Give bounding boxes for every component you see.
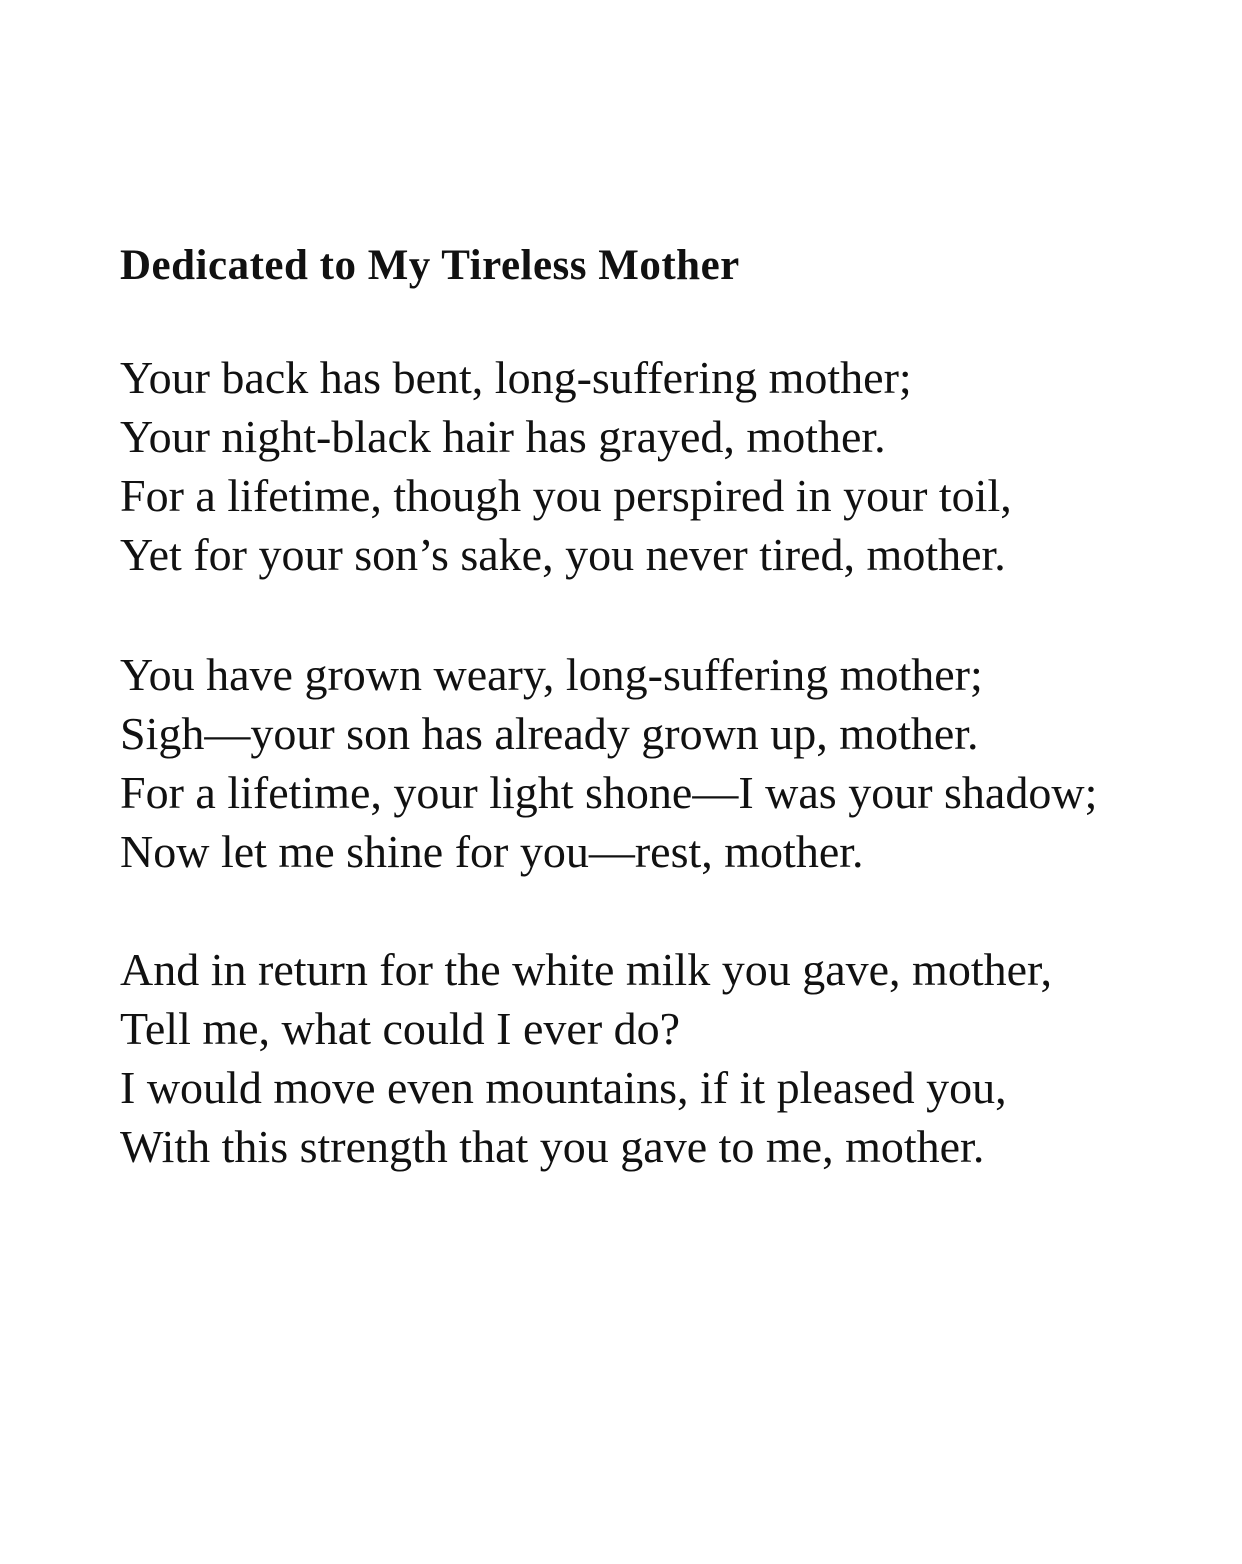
- stanza-1: [120, 348, 1012, 584]
- poem-line: With this strength that you gave to me, mother.: [120, 1121, 985, 1172]
- poem-line: Sigh—your son has already grown up, mother.: [120, 708, 979, 759]
- stanza-3: [120, 940, 1052, 1176]
- poem-title: Dedicated to My Tireless Mother: [120, 242, 740, 289]
- poem-line: Your back has bent, long-suffering mother;: [120, 352, 912, 403]
- poem-line: Your night-black hair has grayed, mother.: [120, 411, 886, 462]
- poem-line: Tell me, what could I ever do?: [120, 1003, 681, 1054]
- stanza-2: [120, 645, 1097, 881]
- poem-line: Yet for your son’s sake, you never tired, mother.: [120, 529, 1006, 580]
- poem-line: For a lifetime, your light shone—I was your shadow;: [120, 767, 1098, 818]
- poem-line: Now let me shine for you—rest, mother.: [120, 826, 864, 877]
- poem-line: I would move even mountains, if it pleased you,: [120, 1062, 1007, 1113]
- poem-line: For a lifetime, though you perspired in your toil,: [120, 470, 1012, 521]
- poem-line: And in return for the white milk you gave, mother,: [120, 944, 1052, 995]
- poem-line: You have grown weary, long-suffering mother;: [120, 649, 983, 700]
